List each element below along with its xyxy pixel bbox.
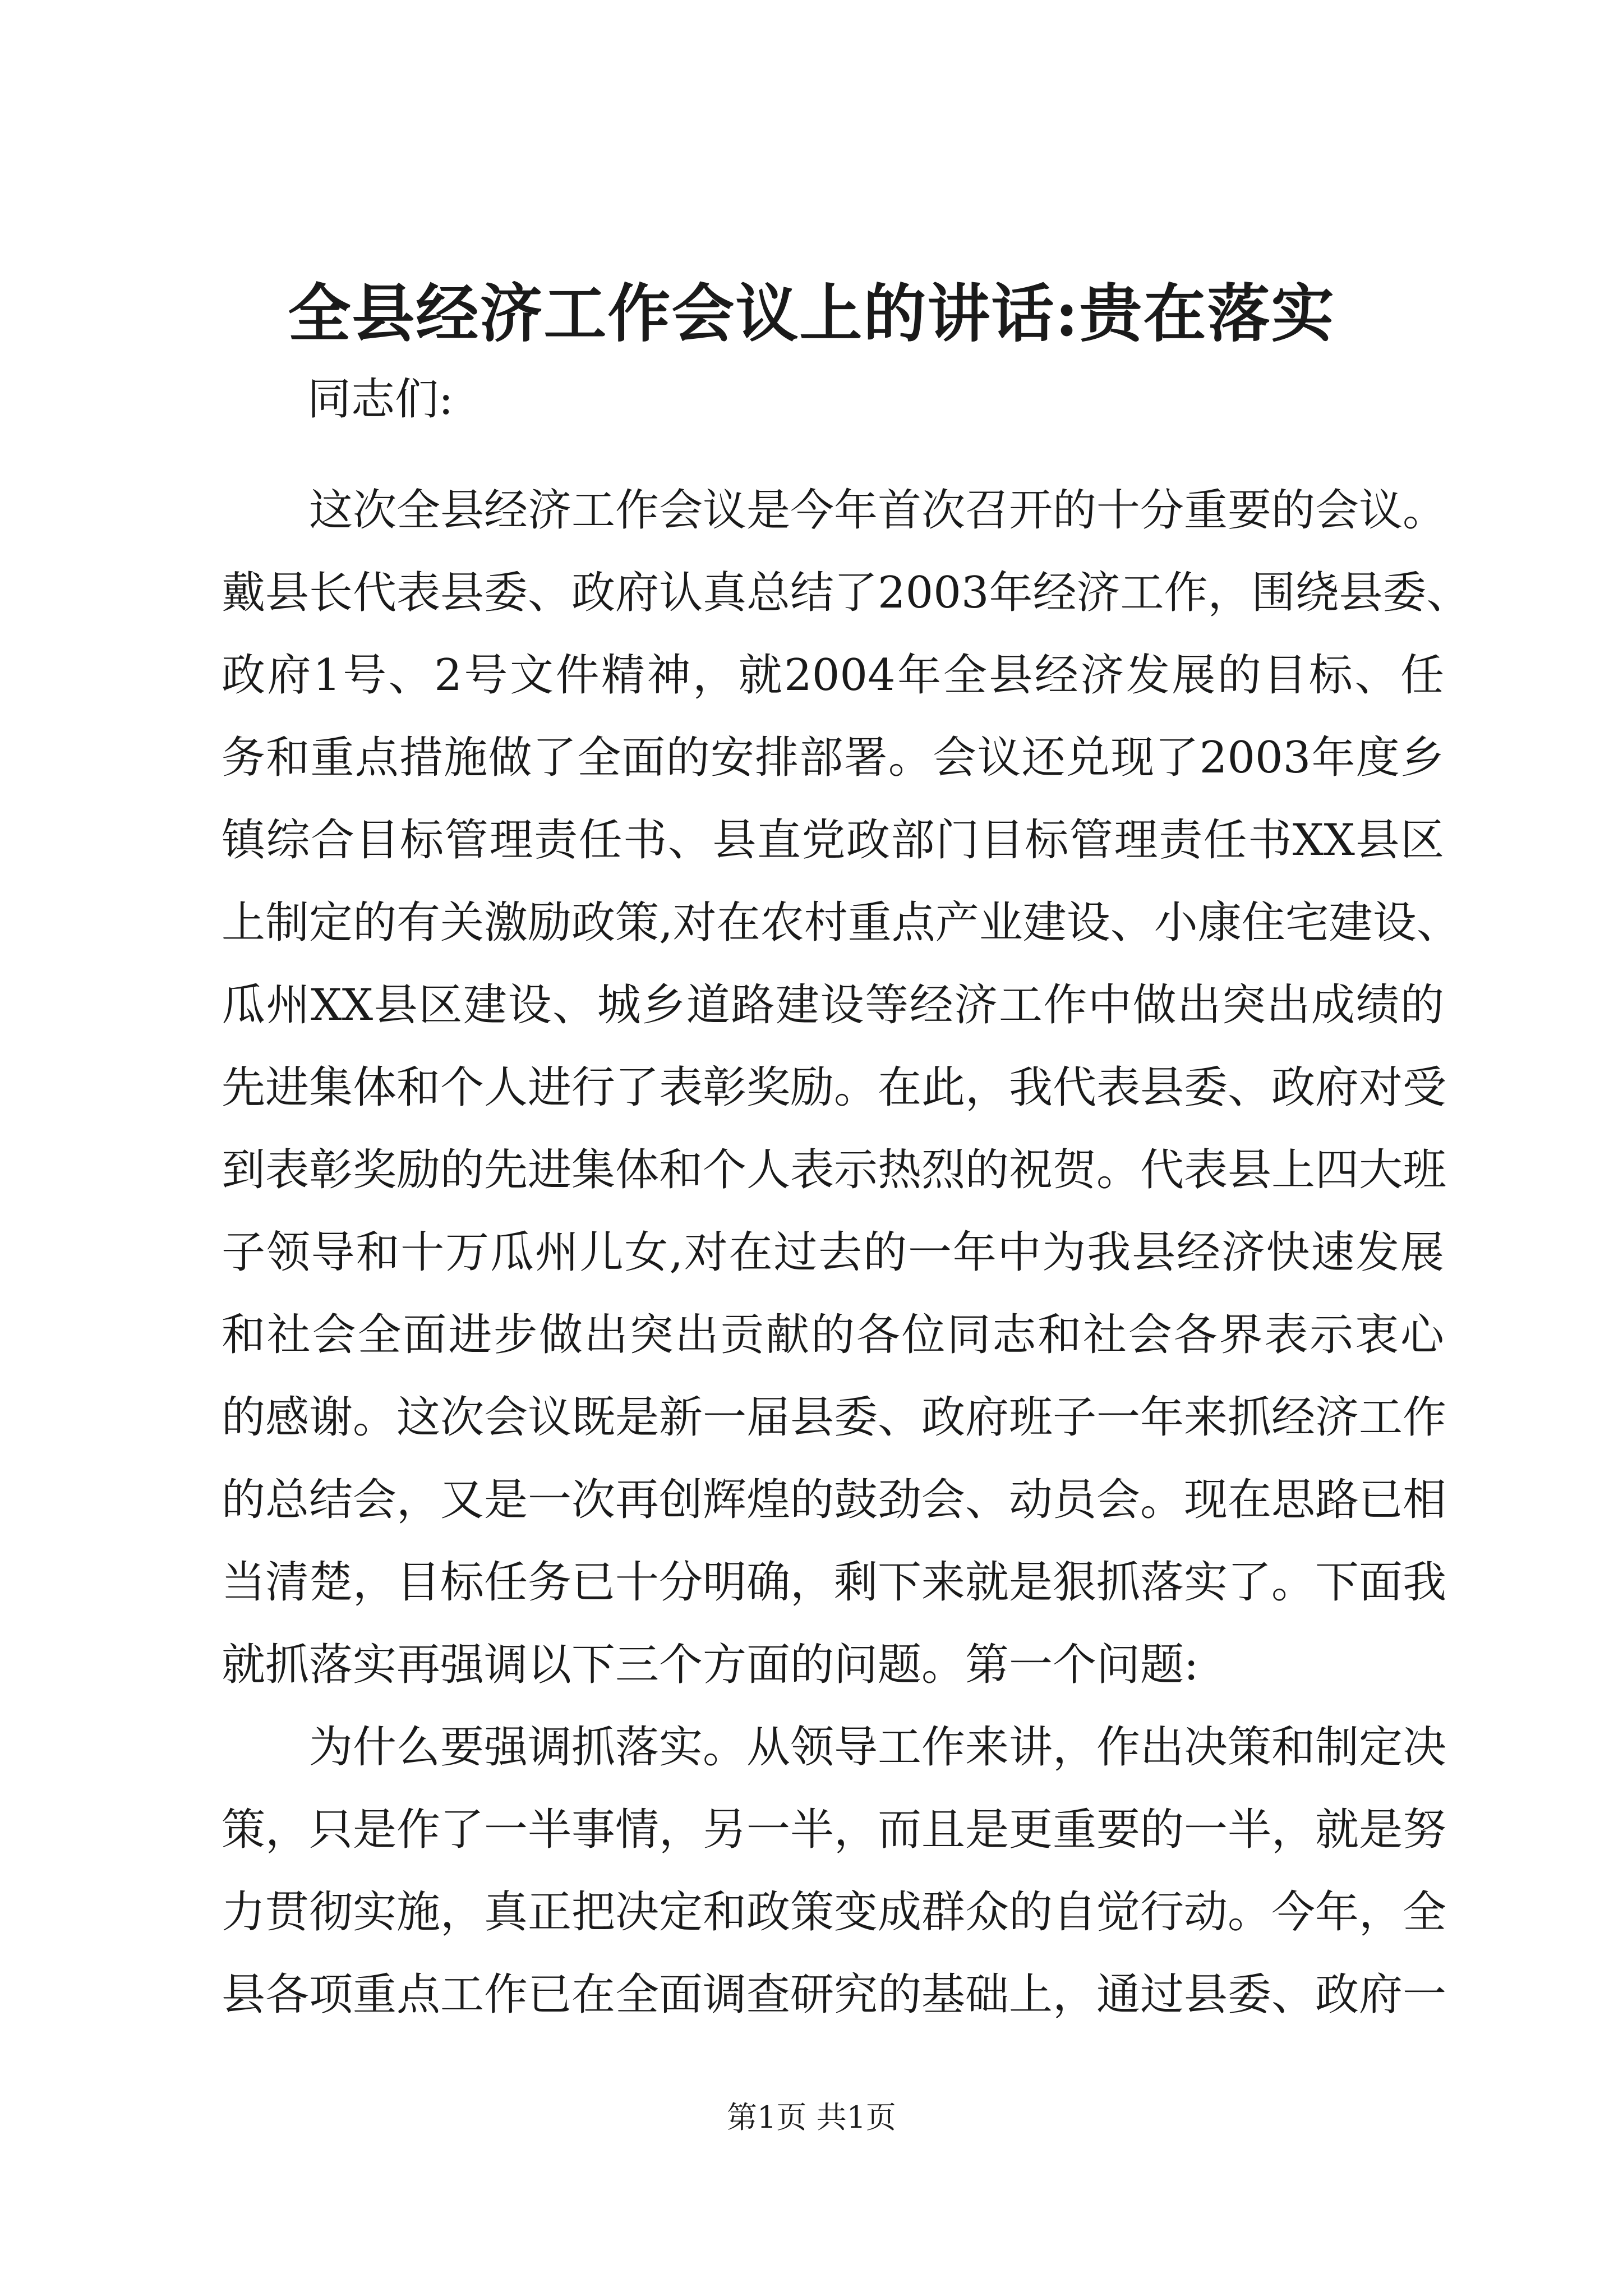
paragraph-1: [222, 470, 1470, 1706]
paragraph-line: 上制定的有关激励政策,对在农村重点产业建设、小康住宅建设、: [222, 898, 1460, 948]
salutation: 同志们:: [307, 374, 454, 425]
paragraph-line: 的总结会，又是一次再创辉煌的鼓劲会、动员会。现在思路已相: [222, 1475, 1447, 1525]
paragraph-line: 当清楚，目标任务已十分明确，剩下来就是狠抓落实了。下面我: [222, 1557, 1447, 1608]
paragraph-line: 镇综合目标管理责任书、县直党政部门目标管理责任书XX县区: [222, 815, 1444, 866]
paragraph-line: 为什么要强调抓落实。从领导工作来讲，作出决策和制定决: [222, 1722, 1447, 1773]
paragraph-line: 到表彰奖励的先进集体和个人表示热烈的祝贺。代表县上四大班: [222, 1145, 1447, 1195]
paragraph-line: 和社会全面进步做出突出贡献的各位同志和社会各界表示衷心: [222, 1310, 1444, 1360]
paragraph-line: 就抓落实再强调以下三个方面的问题。第一个问题:: [222, 1640, 1199, 1690]
paragraph-2: [222, 1706, 1447, 2036]
paragraph-line: 这次全县经济工作会议是今年首次召开的十分重要的会议。: [222, 485, 1447, 536]
paragraph-line: 先进集体和个人进行了表彰奖励。在此，我代表县委、政府对受: [222, 1062, 1447, 1113]
paragraph-line: 戴县长代表县委、政府认真总结了2003年经济工作，围绕县委、: [222, 568, 1470, 618]
paragraph-line: 子领导和十万瓜州儿女,对在过去的一年中为我县经济快速发展: [222, 1227, 1444, 1278]
paragraph-line: 策，只是作了一半事情，另一半，而且是更重要的一半，就是努: [222, 1805, 1447, 1855]
paragraph-line: 的感谢。这次会议既是新一届县委、政府班子一年来抓经济工作: [222, 1392, 1447, 1443]
page-number-footer: 第1页 共1页: [727, 2100, 896, 2135]
paragraph-line: 瓜州XX县区建设、城乡道路建设等经济工作中做出突出成绩的: [222, 980, 1444, 1030]
paragraph-line: 力贯彻实施，真正把决定和政策变成群众的自觉行动。今年，全: [222, 1887, 1447, 1938]
paragraph-line: 务和重点措施做了全面的安排部署。会议还兑现了2003年度乡: [222, 733, 1444, 783]
paragraph-line: 政府1号、2号文件精神，就2004年全县经济发展的目标、任: [222, 650, 1444, 701]
paragraph-line: 县各项重点工作已在全面调查研究的基础上，通过县委、政府一: [222, 1970, 1447, 2020]
document-title: 全县经济工作会议上的讲话:贵在落实: [288, 277, 1335, 351]
